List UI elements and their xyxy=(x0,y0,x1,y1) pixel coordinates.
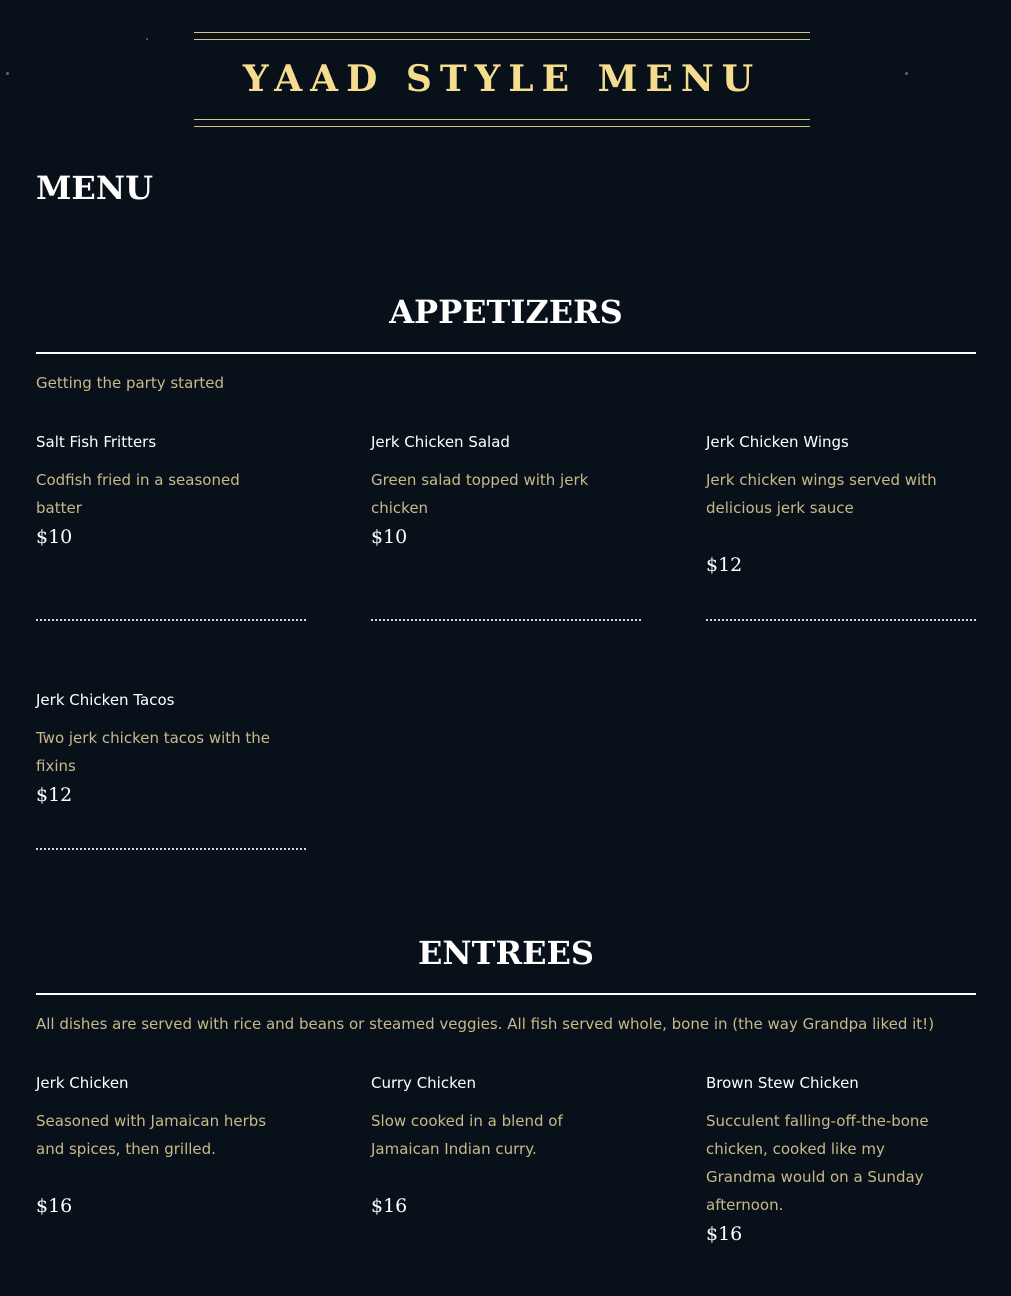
menu-item[interactable] xyxy=(36,432,306,632)
menu-item-price: $16 xyxy=(706,1223,743,1245)
page-heading: MENU xyxy=(36,169,153,207)
menu-item-dotted-separator xyxy=(36,848,306,850)
banner-rule xyxy=(194,126,810,127)
menu-item-description: Jerk chicken wings served with delicious jerk sauce xyxy=(706,471,937,517)
section-description: All dishes are served with rice and beans or steamed veggies. All fish served whole, bone in (the way Grandpa liked it!) xyxy=(36,1015,935,1033)
menu-item[interactable] xyxy=(36,1073,306,1233)
menu-item-price: $12 xyxy=(36,784,73,806)
menu-item[interactable] xyxy=(36,690,306,870)
banner-rule xyxy=(194,32,810,33)
menu-item-description: Seasoned with Jamaican herbs and spices, then grilled. xyxy=(36,1112,267,1158)
section-appetizers xyxy=(36,292,976,872)
menu-item-dotted-separator xyxy=(371,619,641,621)
section-title: ENTREES xyxy=(418,934,594,972)
section-divider xyxy=(36,993,976,995)
menu-item-price: $12 xyxy=(706,554,743,576)
menu-item-name: Curry Chicken xyxy=(371,1074,476,1092)
section-entrees xyxy=(36,933,976,1296)
menu-item-price: $10 xyxy=(371,526,408,548)
banner-rule xyxy=(194,119,810,120)
menu-item-name: Jerk Chicken xyxy=(36,1074,129,1092)
menu-item-price: $10 xyxy=(36,526,73,548)
menu-item[interactable] xyxy=(371,1073,641,1233)
section-divider xyxy=(36,352,976,354)
menu-item-description: Codfish fried in a seasoned batter xyxy=(36,471,240,517)
banner-title: YAAD STYLE MENU xyxy=(242,58,762,100)
banner-rule xyxy=(194,39,810,40)
menu-item-name: Jerk Chicken Wings xyxy=(706,433,849,451)
star-decoration xyxy=(146,38,148,40)
menu-item-name: Jerk Chicken Salad xyxy=(371,433,510,451)
menu-item-description: Green salad topped with jerk chicken xyxy=(371,471,589,517)
section-description: Getting the party started xyxy=(36,374,225,392)
menu-item-price: $16 xyxy=(371,1195,408,1217)
star-decoration xyxy=(905,72,908,75)
menu-item-name: Salt Fish Fritters xyxy=(36,433,157,451)
menu-item-dotted-separator xyxy=(36,619,306,621)
menu-item-name: Jerk Chicken Tacos xyxy=(36,691,175,709)
menu-item-description: Succulent falling-off-the-bone chicken, cooked like my Grandma would on a Sunday afternoon. xyxy=(706,1112,929,1214)
star-decoration xyxy=(6,72,9,75)
menu-item[interactable] xyxy=(706,432,976,632)
menu-item-price: $16 xyxy=(36,1195,73,1217)
menu-banner xyxy=(194,32,810,127)
section-title: APPETIZERS xyxy=(389,293,623,331)
menu-item[interactable] xyxy=(706,1073,976,1263)
menu-item-name: Brown Stew Chicken xyxy=(706,1074,859,1092)
menu-item-description: Slow cooked in a blend of Jamaican Indian curry. xyxy=(371,1112,563,1158)
menu-item[interactable] xyxy=(371,432,641,632)
menu-item-description: Two jerk chicken tacos with the fixins xyxy=(36,729,271,775)
menu-item-dotted-separator xyxy=(706,619,976,621)
